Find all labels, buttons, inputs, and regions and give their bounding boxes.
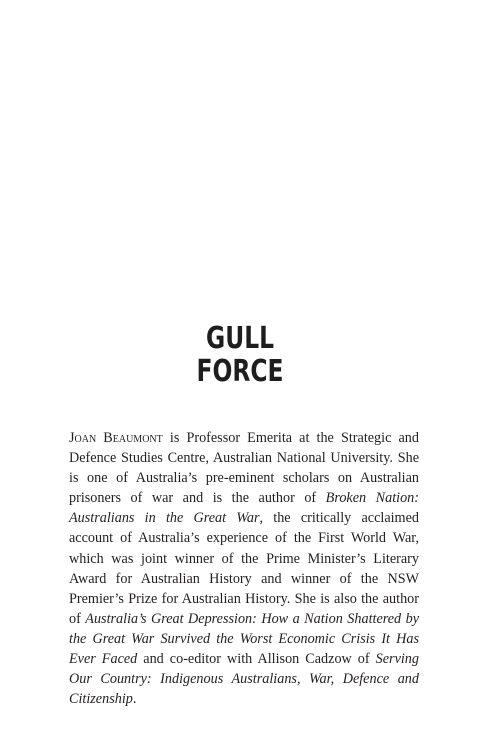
author-name: Joan Beaumont — [69, 430, 163, 446]
author-bio — [69, 428, 419, 709]
bio-text-1: is Professor Emerita at the Strategic and Defence Studies Centre, Australian National University. She is one of Australia’s pre-eminent scholars on Australian prisoners of war and is the author of — [69, 430, 419, 507]
book-title-great-depression: Australia’s Great Depression: How a Nation Shattered by the Great War Survived the Worst Economic Crisis It Has Ever Faced — [69, 610, 419, 668]
book-title-line-2: FORCE — [196, 354, 284, 389]
book-title — [0, 322, 480, 388]
bio-text-3: and co-editor with Allison Cadzow of — [137, 651, 376, 668]
bio-text-4: . — [132, 691, 137, 708]
book-title-serving-our-country: Serving Our Country: Indigenous Australians, War, Defence and Citizenship — [69, 651, 419, 708]
book-title-line-1: GULL — [205, 321, 275, 356]
book-title-broken-nation: Broken Nation: Australians in the Great War — [69, 490, 419, 527]
bio-text-2: , the critically acclaimed account of Australia’s experience of the First World War, which was joint winner of the Prime Minister’s Literary Award for Australian History and winner of the NSW Premier’s Prize for Australian History. She is also the author of — [69, 510, 419, 627]
